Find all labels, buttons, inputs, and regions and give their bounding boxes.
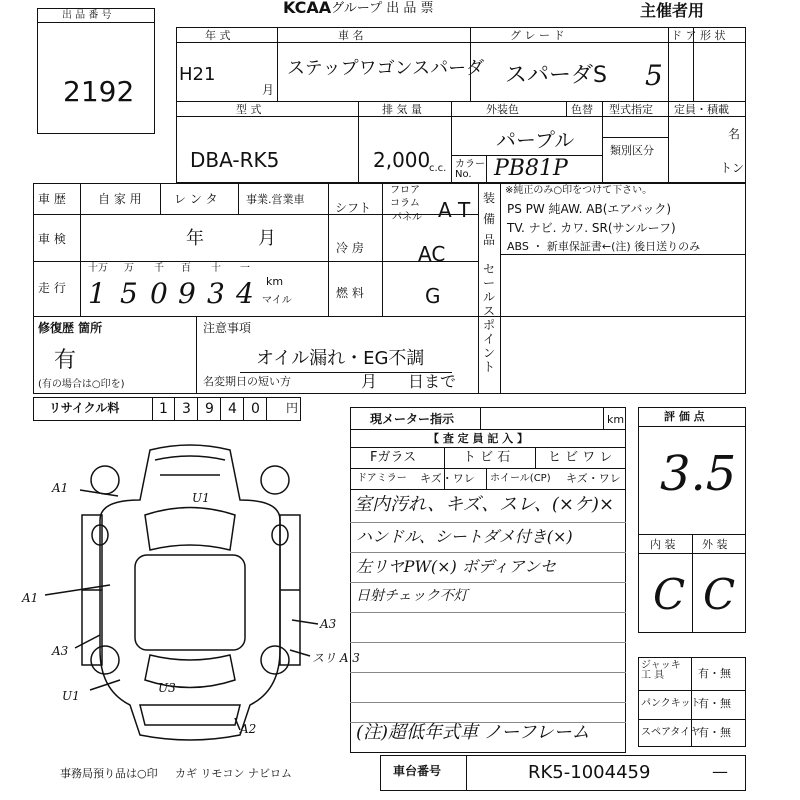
ac-label: 冷 房: [336, 241, 364, 255]
office-items: カギ リモコン ナビロム: [175, 767, 292, 780]
shift-floor: フロア: [390, 185, 420, 196]
fuel-label: 燃 料: [336, 286, 364, 300]
office-note: 事務局預り品は○印: [60, 767, 158, 780]
diagram-mark: U1: [192, 491, 210, 505]
car-name-value: ステップワゴンスパーダ: [287, 58, 485, 79]
history-label: 車 歴: [38, 192, 66, 206]
year-month-unit: 月: [262, 83, 275, 97]
digit-label-100k: 十万: [88, 263, 108, 274]
diagram-mark: A3: [320, 617, 337, 631]
lot-number: 2192: [63, 75, 135, 108]
equipment-label: 装備品: [483, 191, 496, 247]
fuel-value: G: [425, 284, 441, 308]
load-unit: トン: [720, 161, 745, 175]
grade-value: スパーダS: [505, 63, 607, 88]
digit-label-10: 十: [211, 263, 221, 274]
inspection-month: 月: [258, 228, 276, 249]
equipment-note: ※純正のみ○印をつけて下さい。: [505, 185, 653, 196]
recycle-digit: 0: [251, 401, 260, 417]
repair-note: (有の場合は○印を): [38, 379, 125, 390]
shape-label: 形 状: [700, 29, 726, 42]
repair-value: 有: [54, 348, 77, 373]
mileage-digit: 9: [178, 277, 196, 310]
color-code-label: カラー No.: [455, 159, 485, 180]
score-value: 3.5: [660, 446, 737, 502]
inspector-section: 【 査 定 員 記 入 】: [428, 432, 528, 445]
inspection-label: 車 検: [38, 232, 66, 246]
digit-label-1: 一: [240, 263, 250, 274]
diagram-mark: A1: [52, 481, 69, 495]
mileage-digit: 3: [207, 277, 225, 310]
meter-km: km: [607, 413, 625, 426]
seat-unit: 名: [728, 127, 741, 141]
mile-unit: マイル: [262, 295, 292, 306]
chassis-label: 車台番号: [393, 764, 442, 778]
diagram-mark: U1: [62, 689, 80, 703]
doors-label: ド ア: [671, 29, 697, 42]
recycle-label: リサイクル料: [49, 401, 120, 415]
spare-tire-value: 有・無: [698, 726, 731, 739]
exterior-color-value: パープル: [496, 128, 575, 152]
notes-value: オイル漏れ・EG不調: [256, 348, 425, 369]
repair-label: 修復歴 箇所: [38, 321, 103, 335]
meter-label: 現メーター指示: [370, 412, 455, 426]
sales-point-label: セールスポイント: [483, 262, 496, 374]
chassis-dash: —: [712, 762, 728, 781]
crack-label: ヒ ビ ワ レ: [548, 450, 613, 465]
color-code-value: PB81P: [494, 156, 568, 181]
deadline-day: 日まで: [408, 372, 457, 391]
jack-value: 有・無: [698, 667, 731, 680]
deadline-label: 名変期日の短い方: [203, 375, 291, 388]
recycle-digit: 9: [205, 401, 214, 417]
exterior-color-label: 外装色: [486, 103, 519, 116]
comment-line-1: 室内汚れ、キズ、スレ、(×ケ)×: [354, 494, 615, 515]
diagram-mark: U3: [158, 681, 176, 695]
mileage-digit: 4: [236, 277, 254, 310]
windshield-label: Fガラス: [370, 450, 417, 465]
diagram-mark: A3: [52, 644, 69, 658]
recycle-digit: 4: [228, 401, 237, 417]
mileage-digit: 0: [150, 277, 168, 310]
spare-tire-label: スペアタイヤ: [641, 727, 701, 738]
shift-panel: パネル: [392, 212, 422, 223]
score-label: 評 価 点: [664, 410, 705, 423]
diagram-mark: A1: [22, 591, 39, 605]
mileage-digit: 5: [120, 277, 138, 310]
puncture-kit-value: 有・無: [698, 697, 731, 710]
ac-value: AC: [418, 242, 446, 266]
brand-logo: KCAA: [283, 0, 332, 17]
displacement-value: 2,000: [373, 148, 431, 172]
comment-line-4: 日射チェック不灯: [356, 588, 468, 604]
shift-column: コラム: [390, 198, 420, 209]
chassis-number: RK5-1004459: [528, 762, 651, 783]
history-business: 事業.営業車: [246, 193, 305, 206]
organizer-label: 主催者用: [640, 1, 705, 20]
exterior-label: 外 装: [702, 538, 728, 551]
model-value: DBA-RK5: [190, 148, 280, 172]
comment-line-3: 左リヤPW(×) ボディアンセ: [356, 557, 556, 576]
equipment-line2: TV. ナビ. カワ. SR(サンルーフ): [507, 221, 676, 235]
form-title: .グループ 出 品 票: [327, 1, 434, 16]
diagram-mark: スリ A 3: [312, 651, 360, 665]
interior-label: 内 装: [650, 538, 676, 551]
doors-value: 5: [645, 59, 663, 92]
inspection-year: 年: [186, 228, 204, 249]
year-label: 年 式: [205, 29, 231, 42]
repaint-label: 色替: [571, 103, 593, 116]
wheel-options: キズ・ワレ: [566, 472, 621, 485]
displacement-label: 排 気 量: [382, 103, 422, 116]
class-label: 類別区分: [610, 144, 654, 157]
interior-grade: C: [653, 570, 686, 619]
exterior-grade: C: [703, 570, 736, 619]
deadline-month: 月: [361, 372, 378, 391]
model-designation-label: 型式指定: [609, 103, 653, 116]
year-value: H21: [179, 64, 216, 85]
car-name-label: 車 名: [338, 29, 364, 42]
inspector-footer-note: (注)超低年式車 ノーフレーム: [356, 722, 590, 743]
mileage-label: 走 行: [38, 281, 66, 295]
mirror-options: キズ・ワレ: [420, 472, 475, 485]
history-rental: レ ン タ: [174, 192, 218, 206]
km-unit: km: [266, 275, 284, 288]
comment-line-2: ハンドル、シートダメ付き(×): [356, 527, 573, 546]
recycle-digit: 1: [159, 401, 168, 417]
jack-label: ジャッキ 工 具: [641, 660, 681, 681]
shift-label: シフト: [335, 201, 372, 215]
history-private: 自 家 用: [98, 192, 142, 206]
digit-label-100: 百: [181, 263, 191, 274]
shift-value: A T: [438, 198, 471, 222]
notes-label: 注意事項: [203, 321, 252, 335]
chip-label: ト ビ 石: [463, 450, 511, 465]
digit-label-10k: 万: [124, 263, 134, 274]
yen-unit: 円: [286, 401, 299, 415]
grade-label: グ レ ー ド: [510, 29, 565, 42]
mirror-label: ドアミラー: [357, 473, 407, 484]
equipment-line1: PS PW 純AW. AB(エアバック): [507, 202, 672, 216]
model-label: 型 式: [236, 103, 262, 116]
recycle-digit: 3: [182, 401, 191, 417]
wheel-label: ホイール(CP): [490, 473, 551, 484]
lot-number-label: 出 品 番 号: [62, 10, 112, 21]
digit-label-1k: 千: [154, 263, 164, 274]
cc-unit: c.c.: [429, 163, 447, 174]
puncture-kit-label: パンクキット: [641, 698, 701, 709]
equipment-line3: ABS ・ 新車保証書←(注) 後日送りのみ: [507, 240, 701, 253]
diagram-mark: A2: [240, 722, 257, 736]
mileage-digit: 1: [88, 277, 106, 310]
capacity-label: 定員・積載: [674, 103, 729, 116]
